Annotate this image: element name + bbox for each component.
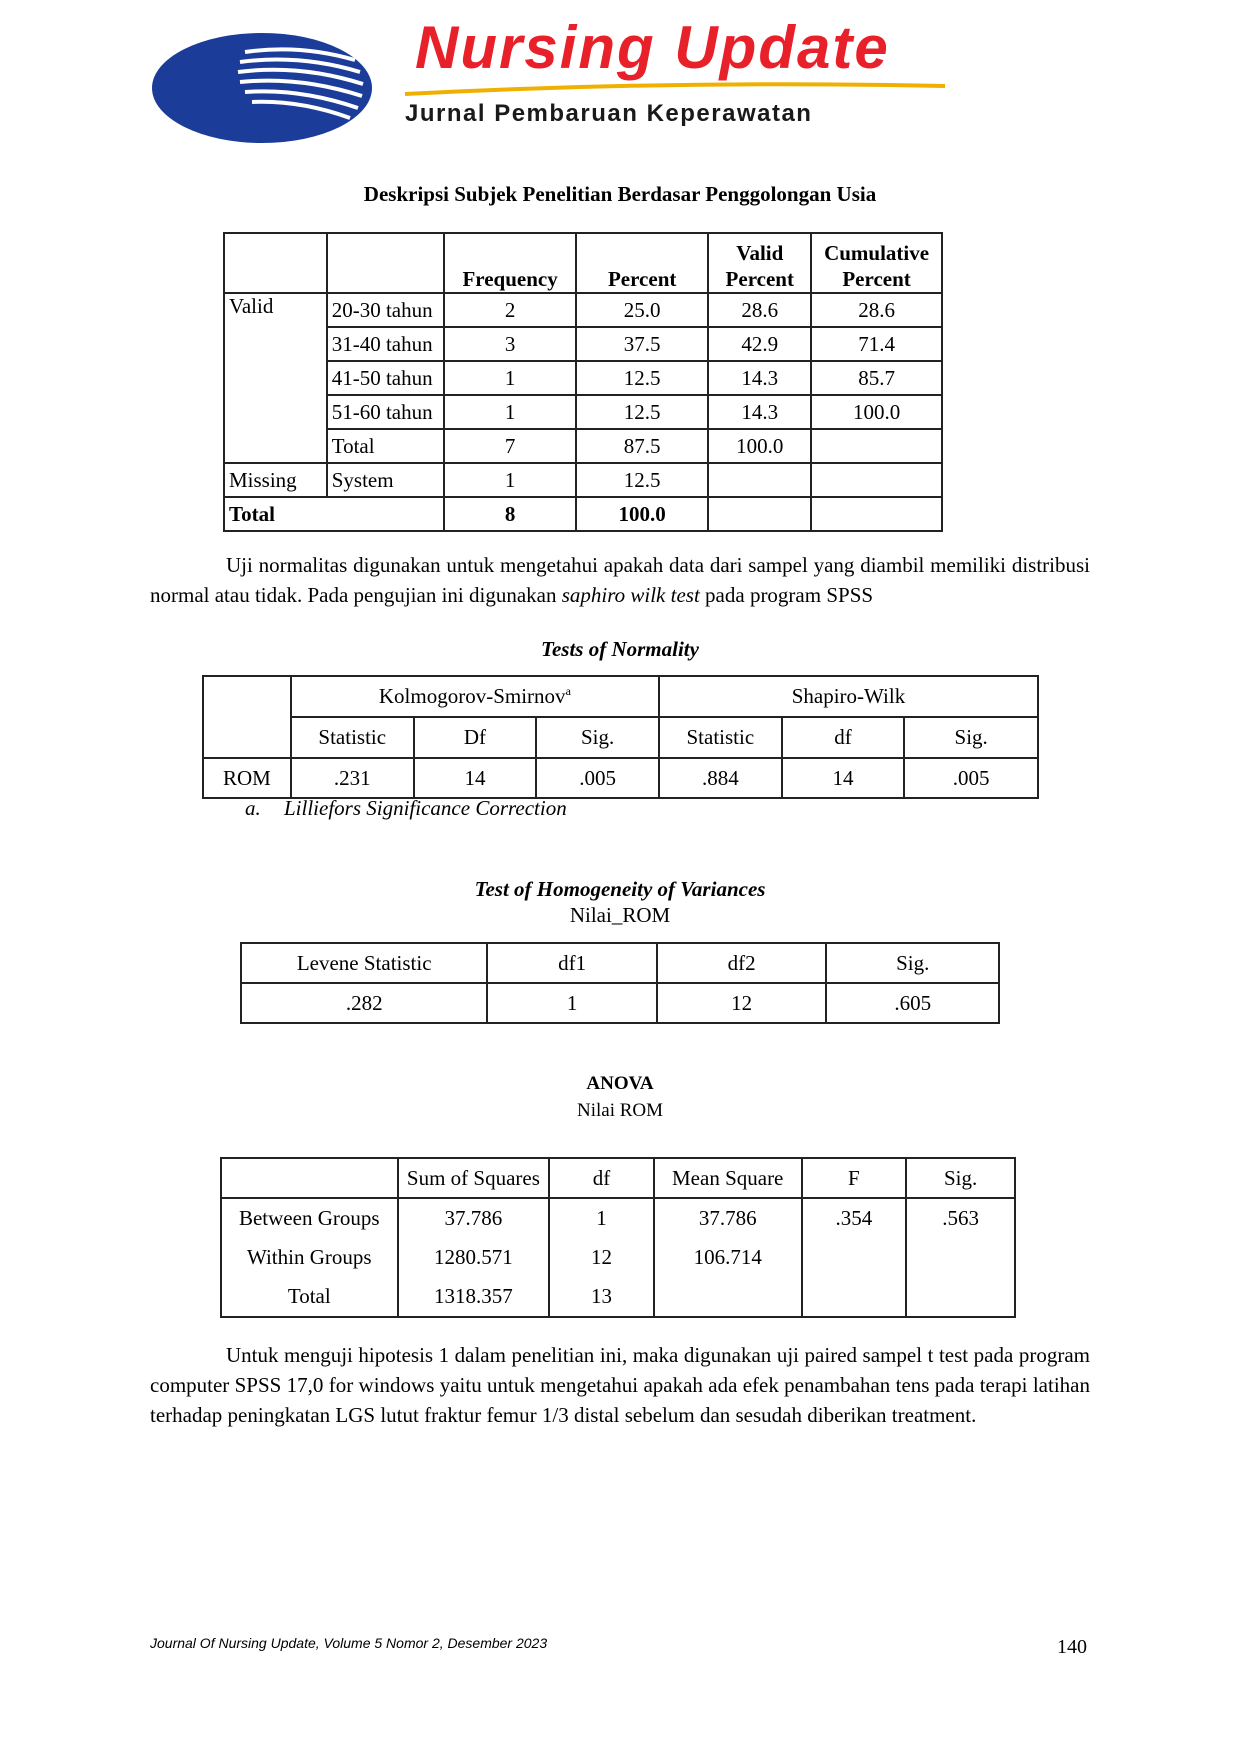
- anova-row-within-groups: [221, 1238, 1015, 1277]
- normality-value: .005: [536, 758, 659, 798]
- anova-row-label: Within Groups: [221, 1238, 398, 1277]
- normality-intro-text-end: pada program SPSS: [699, 583, 874, 607]
- normality-row-rom: [203, 758, 1038, 798]
- homogeneity-value-row: [241, 983, 999, 1023]
- age-table-title: Deskripsi Subjek Penelitian Berdasar Penggolongan Usia: [363, 182, 877, 206]
- anova-value: 13: [549, 1277, 654, 1317]
- normality-subheader-row: [203, 717, 1038, 758]
- anova-header-df: df: [549, 1158, 654, 1198]
- anova-row-total: [221, 1277, 1015, 1317]
- age-row-51-60: [224, 395, 942, 429]
- age-row-grand-total: [224, 497, 942, 531]
- anova-value: [906, 1238, 1015, 1277]
- age-frequency: 2: [444, 293, 576, 327]
- footnote-marker: a.: [245, 796, 261, 820]
- age-cumulative-percent: 85.7: [811, 361, 942, 395]
- normality-subheader-statistic: Statistic: [659, 717, 782, 758]
- normality-subheader-df: Df: [414, 717, 537, 758]
- age-percent: 12.5: [576, 463, 708, 497]
- anova-value: [654, 1277, 802, 1317]
- age-missing-label: Missing: [224, 463, 327, 497]
- normality-intro-text: Uji normalitas digunakan untuk mengetahui apakah data dari sampel yang diambil memiliki distribusi normal atau tidak. Pada pengujian ini digunakan: [150, 553, 1090, 607]
- age-group-label: 41-50 tahun: [327, 361, 445, 395]
- age-group-label: 20-30 tahun: [327, 293, 445, 327]
- age-valid-percent: 14.3: [708, 361, 811, 395]
- anova-value: 1: [549, 1198, 654, 1238]
- age-percent: 25.0: [576, 293, 708, 327]
- normality-value: 14: [782, 758, 905, 798]
- age-frequency: 8: [444, 497, 576, 531]
- normality-row-label: ROM: [203, 758, 291, 798]
- journal-brand-title: Nursing Update: [415, 14, 890, 81]
- age-percent: 12.5: [576, 395, 708, 429]
- age-header-percent: Percent: [576, 233, 708, 293]
- anova-value: 106.714: [654, 1238, 802, 1277]
- normality-value: 14: [414, 758, 537, 798]
- homogeneity-table-title: Test of Homogeneity of Variances: [474, 877, 766, 901]
- age-cumulative-percent: 71.4: [811, 327, 942, 361]
- anova-header-f: F: [802, 1158, 907, 1198]
- age-row-41-50: [224, 361, 942, 395]
- anova-value: [802, 1277, 907, 1317]
- homogeneity-header-df1: df1: [487, 943, 657, 983]
- age-cumulative-percent: 100.0: [811, 395, 942, 429]
- anova-value: .354: [802, 1198, 907, 1238]
- anova-header-sig: Sig.: [906, 1158, 1015, 1198]
- anova-row-between-groups: [221, 1198, 1015, 1238]
- age-header-cell-blank: [327, 233, 445, 293]
- age-percent: 37.5: [576, 327, 708, 361]
- age-header-frequency: Frequency: [444, 233, 576, 293]
- anova-value: .563: [906, 1198, 1015, 1238]
- age-header-cell-blank: [224, 233, 327, 293]
- normality-header-shapiro-wilk: Shapiro-Wilk: [659, 676, 1038, 717]
- hypothesis-paragraph: Untuk menguji hipotesis 1 dalam penelitian ini, maka digunakan uji paired sampel t test pada program computer SPSS 17,0 for windows yaitu untuk mengetahui apakah ada efek penambahan tens pada terapi latihan terhadap peningkatan LGS lutut fraktur femur 1/3 distal sebelum dan sesudah diberikan treatment.: [150, 1343, 1090, 1427]
- normality-subheader-sig: Sig.: [904, 717, 1038, 758]
- age-valid-label: Valid: [224, 293, 327, 463]
- anova-header-row: [221, 1158, 1015, 1198]
- age-valid-percent: 100.0: [708, 429, 811, 463]
- age-description-table: [223, 232, 943, 532]
- journal-footer: Journal Of Nursing Update, Volume 5 Nomor 2, Desember 2023: [150, 1635, 548, 1651]
- anova-header-blank: [221, 1158, 398, 1198]
- age-row-valid-total: [224, 429, 942, 463]
- homogeneity-header-sig: Sig.: [826, 943, 999, 983]
- footnote-text: Lilliefors Significance Correction: [284, 796, 567, 820]
- normality-value: .231: [291, 758, 414, 798]
- age-header-valid-percent: Valid Percent: [708, 233, 811, 293]
- age-cumulative-percent: [811, 429, 942, 463]
- age-cumulative-percent: [811, 463, 942, 497]
- age-percent: 100.0: [576, 497, 708, 531]
- normality-header-blank: [203, 676, 291, 758]
- age-frequency: 1: [444, 463, 576, 497]
- homogeneity-header-df2: df2: [657, 943, 827, 983]
- age-valid-percent: 14.3: [708, 395, 811, 429]
- normality-intro-test-name: saphiro wilk test: [561, 583, 700, 607]
- age-group-label: System: [327, 463, 445, 497]
- normality-table: [202, 675, 1039, 799]
- homogeneity-value: 12: [657, 983, 827, 1023]
- age-total-label: Total: [224, 497, 444, 531]
- anova-value: 1318.357: [398, 1277, 550, 1317]
- age-header-cumulative-percent: Cumulative Percent: [811, 233, 942, 293]
- age-valid-percent: [708, 497, 811, 531]
- normality-subheader-statistic: Statistic: [291, 717, 414, 758]
- age-valid-percent: [708, 463, 811, 497]
- normality-value: .005: [904, 758, 1038, 798]
- anova-header-mean-square: Mean Square: [654, 1158, 802, 1198]
- journal-logo: [150, 30, 375, 145]
- age-table-header-row: [224, 233, 942, 293]
- age-cumulative-percent: 28.6: [811, 293, 942, 327]
- page-number: 140: [1057, 1636, 1087, 1658]
- age-cumulative-percent: [811, 497, 942, 531]
- age-row-31-40: [224, 327, 942, 361]
- brand-swoosh: [405, 80, 945, 100]
- age-frequency: 7: [444, 429, 576, 463]
- age-valid-percent: 28.6: [708, 293, 811, 327]
- anova-header-sum-of-squares: Sum of Squares: [398, 1158, 550, 1198]
- age-group-label: 31-40 tahun: [327, 327, 445, 361]
- journal-brand-subtitle: Jurnal Pembaruan Keperawatan: [405, 100, 813, 127]
- anova-row-label: Total: [221, 1277, 398, 1317]
- age-group-label: Total: [327, 429, 445, 463]
- normality-table-title: Tests of Normality: [541, 637, 699, 661]
- normality-footnote: [245, 796, 567, 821]
- homogeneity-header-levene: Levene Statistic: [241, 943, 487, 983]
- normality-subheader-df: df: [782, 717, 905, 758]
- age-valid-percent: 42.9: [708, 327, 811, 361]
- age-percent: 12.5: [576, 361, 708, 395]
- homogeneity-header-row: [241, 943, 999, 983]
- anova-value: 12: [549, 1238, 654, 1277]
- age-row-20-30: [224, 293, 942, 327]
- anova-table-subtitle: Nilai ROM: [576, 1100, 664, 1121]
- normality-header-kolmogorov-smirnov: Kolmogorov-Smirnov$^a$: [291, 676, 659, 717]
- age-group-label: 51-60 tahun: [327, 395, 445, 429]
- anova-value: [802, 1238, 907, 1277]
- age-percent: 87.5: [576, 429, 708, 463]
- homogeneity-table-subtitle: Nilai_ROM: [569, 903, 671, 927]
- age-row-missing: [224, 463, 942, 497]
- anova-value: 37.786: [398, 1198, 550, 1238]
- anova-value: 1280.571: [398, 1238, 550, 1277]
- anova-table-title: ANOVA: [586, 1073, 654, 1094]
- homogeneity-value: 1: [487, 983, 657, 1023]
- homogeneity-table: [240, 942, 1000, 1024]
- anova-row-label: Between Groups: [221, 1198, 398, 1238]
- age-frequency: 1: [444, 395, 576, 429]
- anova-value: 37.786: [654, 1198, 802, 1238]
- anova-value: [906, 1277, 1015, 1317]
- age-frequency: 3: [444, 327, 576, 361]
- homogeneity-value: .282: [241, 983, 487, 1023]
- age-frequency: 1: [444, 361, 576, 395]
- normality-subheader-sig: Sig.: [536, 717, 659, 758]
- normality-value: .884: [659, 758, 782, 798]
- homogeneity-value: .605: [826, 983, 999, 1023]
- normality-group-header-row: [203, 676, 1038, 717]
- anova-table: [220, 1157, 1016, 1318]
- normality-intro-paragraph: [150, 550, 1090, 610]
